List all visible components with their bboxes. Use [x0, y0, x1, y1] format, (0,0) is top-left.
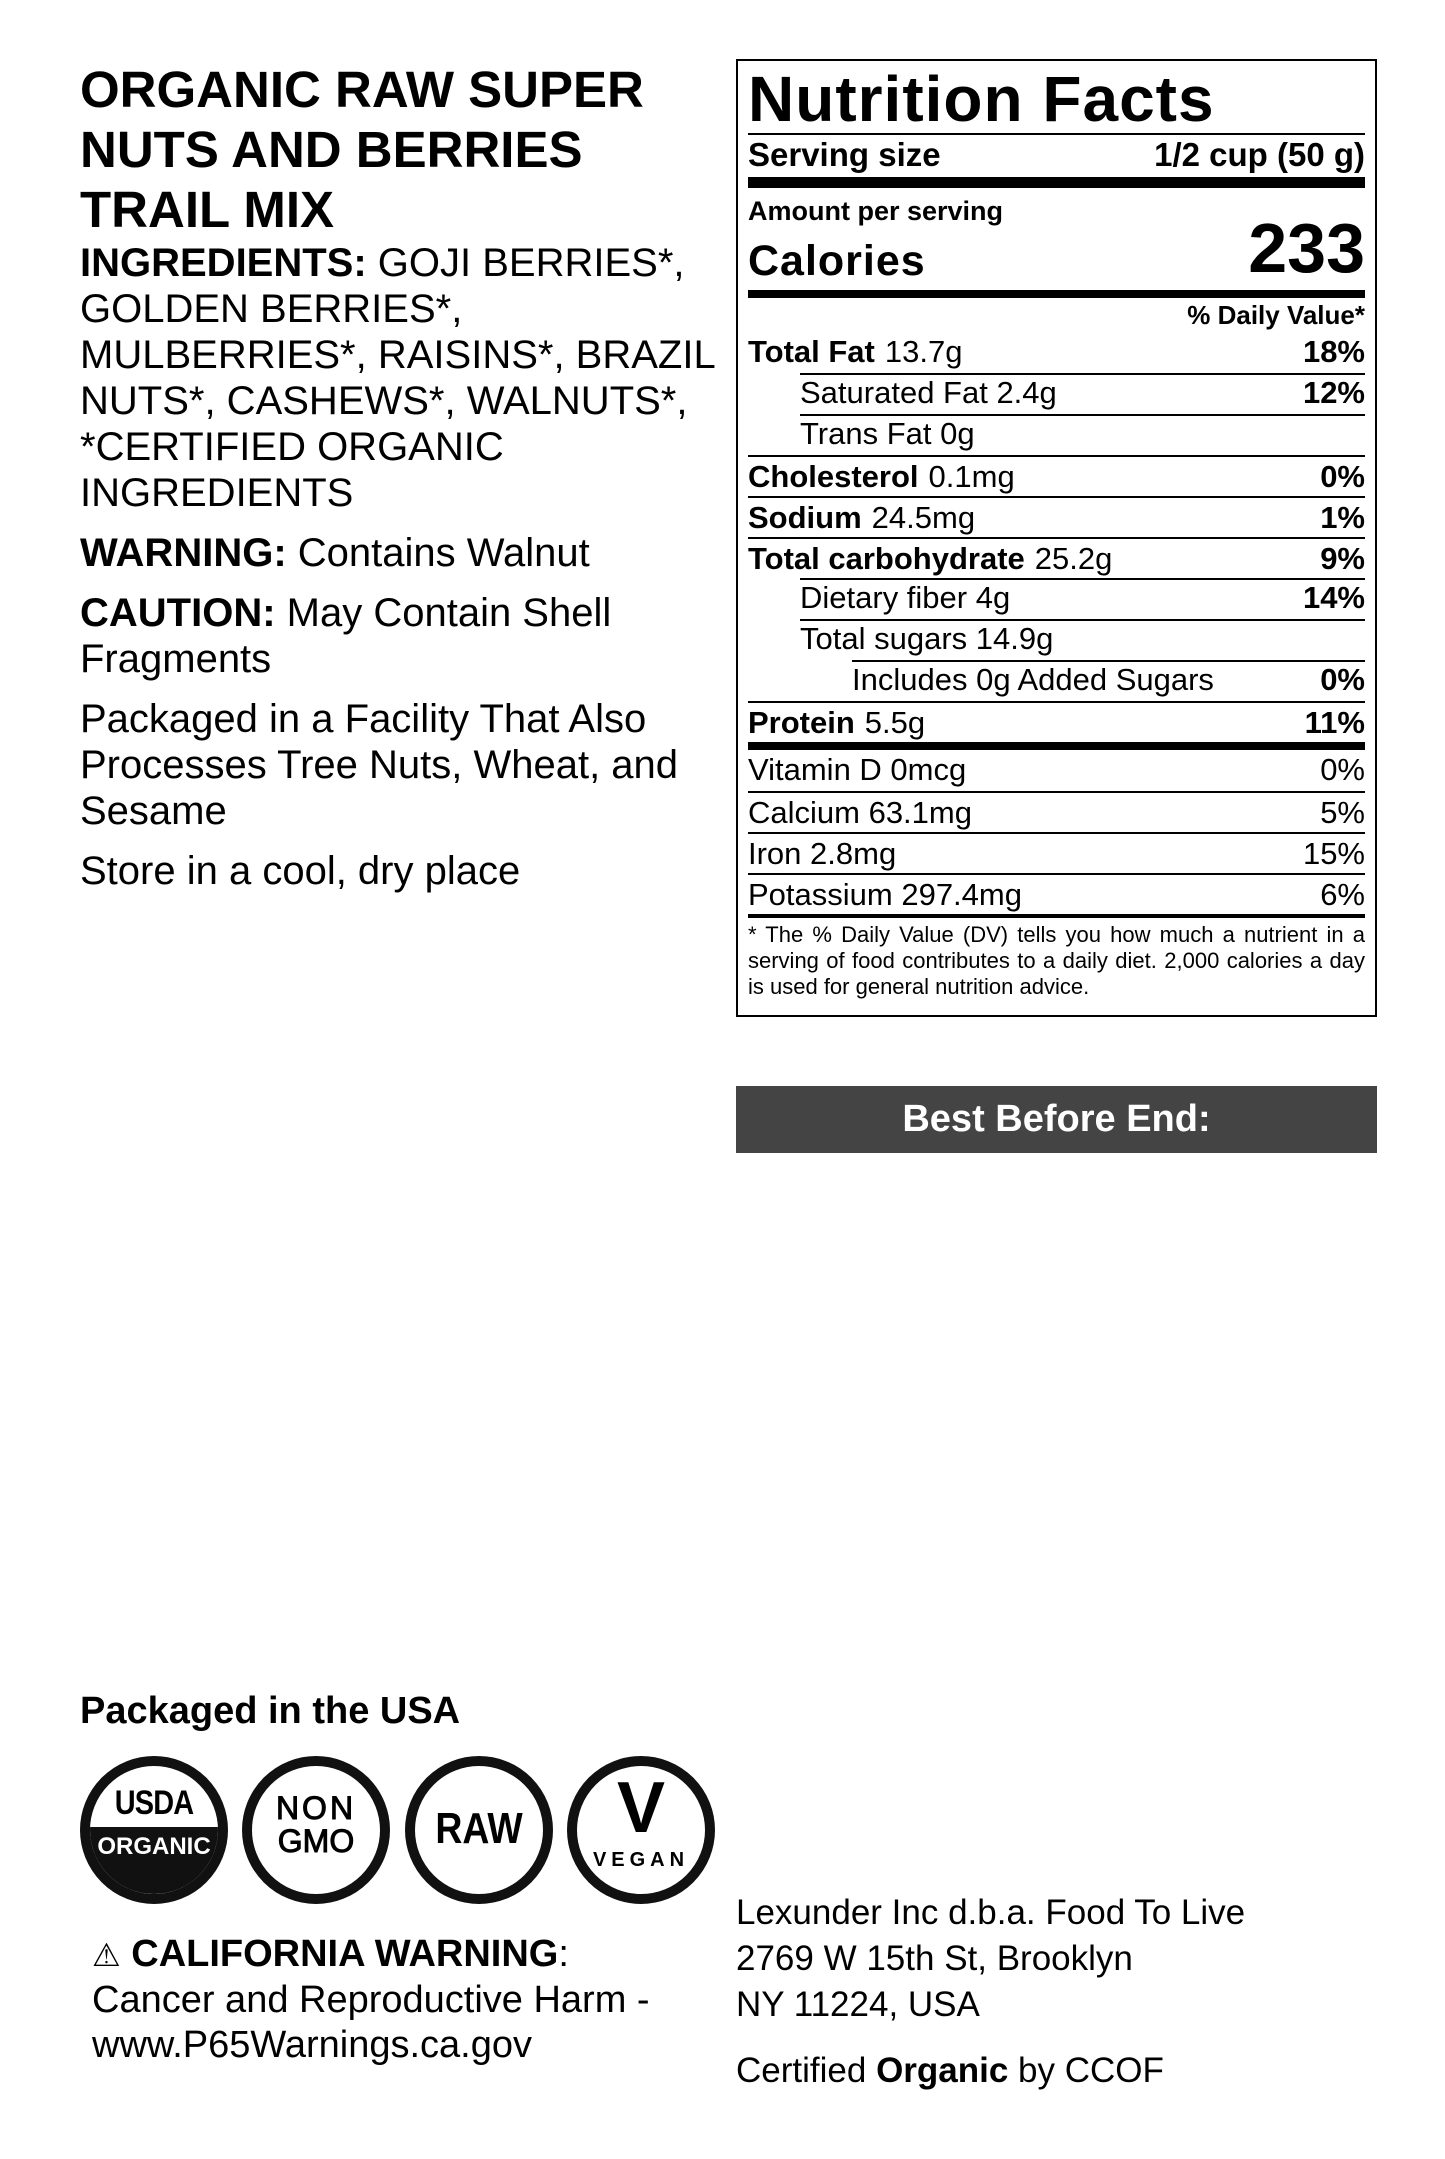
nutrient-label: Sodium — [748, 500, 862, 535]
vitamin-dv: 6% — [1320, 877, 1365, 912]
divider — [748, 742, 1365, 750]
nutrient-row — [748, 660, 1365, 701]
ingredients-label: INGREDIENTS: — [80, 241, 367, 285]
vitamin-dv: 0% — [1320, 752, 1365, 787]
nutrient-label: Total carbohydrate — [748, 541, 1025, 576]
nutrient-row — [748, 373, 1365, 414]
vitamin-dv: 15% — [1302, 836, 1365, 871]
calories-value: 233 — [1248, 209, 1365, 287]
vegan-v-icon: V — [616, 1768, 666, 1848]
daily-value-percent: 11% — [1304, 705, 1365, 740]
divider — [748, 914, 1365, 918]
vitamin-name: Potassium 297.4mg — [748, 877, 1022, 912]
nutrient-name — [748, 539, 1112, 578]
address-line: 2769 W 15th St, Brooklyn — [736, 1939, 1133, 1978]
nutrient-amount: 24.5mg — [871, 500, 976, 535]
nutrient-row — [748, 496, 1365, 537]
address-line: NY 11224, USA — [736, 1985, 980, 2024]
nutrient-label: Saturated Fat 2.4g — [800, 375, 1057, 410]
cert-pre: Certified — [736, 2051, 877, 2090]
vitamin-dv: 5% — [1320, 795, 1365, 830]
nutrient-row — [748, 701, 1365, 742]
nutrient-label: Cholesterol — [748, 459, 919, 494]
company-address — [736, 1890, 1245, 2094]
nutrient-amount: 0.1mg — [928, 459, 1015, 494]
caution — [80, 590, 720, 682]
usda-organic-logo — [80, 1756, 228, 1904]
p65-link[interactable]: www.P65Warnings.ca.gov — [92, 2024, 533, 2066]
caution-text: May Contain Shell Fragments — [80, 591, 612, 681]
product-info — [80, 60, 720, 894]
nutrient-label: Total sugars 14.9g — [800, 621, 1054, 656]
raw-text: RAW — [435, 1804, 523, 1853]
daily-value-percent: 0% — [1320, 662, 1365, 697]
daily-value-percent: 14% — [1302, 580, 1365, 615]
serving-size — [748, 135, 1365, 175]
vegan-text: VEGAN — [592, 1849, 690, 1871]
nutrient-row — [748, 332, 1365, 373]
non-gmo-logo — [242, 1756, 390, 1904]
daily-value-percent: 12% — [1302, 375, 1365, 410]
california-warning-label: CALIFORNIA WARNING — [131, 1933, 559, 1975]
nutrient-name — [748, 332, 962, 373]
daily-value-percent: 9% — [1320, 541, 1365, 576]
nutrient-name — [852, 660, 1214, 701]
nutrient-name — [800, 373, 1057, 414]
calories — [748, 188, 1365, 286]
colon: : — [558, 1933, 569, 1975]
nutrient-label: Total Fat — [748, 334, 875, 369]
caution-label: CAUTION: — [80, 591, 276, 635]
vitamin-name: Vitamin D 0mcg — [748, 752, 967, 787]
vitamin-name: Calcium 63.1mg — [748, 795, 972, 830]
gmo-text: GMO — [277, 1823, 355, 1859]
serving-value: 1/2 cup (50 g) — [1154, 136, 1365, 173]
nutrient-row — [748, 455, 1365, 496]
vitamin-row — [748, 750, 1365, 791]
warning-triangle-icon: ⚠ — [92, 1937, 121, 1973]
california-warning — [92, 1932, 650, 2068]
warning-text: Contains Walnut — [286, 531, 590, 575]
nutrient-row — [748, 619, 1365, 660]
nutrient-amount: 13.7g — [884, 334, 963, 369]
nutrient-row — [748, 578, 1365, 619]
daily-value-percent: 0% — [1320, 459, 1365, 494]
nutrition-title: Nutrition Facts — [748, 63, 1215, 135]
nutrient-label: Includes 0g Added Sugars — [852, 662, 1214, 697]
nutrient-row — [748, 414, 1365, 455]
calories-label: Calories — [748, 237, 926, 285]
nutrient-label: Trans Fat 0g — [800, 416, 975, 451]
nutrient-label: Dietary fiber 4g — [800, 580, 1011, 615]
packaged-in-usa: Packaged in the USA — [80, 1690, 461, 1732]
serving-label: Serving size — [748, 136, 941, 173]
california-warning-text: Cancer and Reproductive Harm - — [92, 1979, 650, 2021]
nutrient-name — [800, 578, 1010, 619]
vitamin-row — [748, 832, 1365, 873]
certification — [736, 2048, 1245, 2094]
nutrient-name — [748, 498, 975, 537]
storage-note: Store in a cool, dry place — [80, 849, 521, 893]
divider — [748, 177, 1365, 188]
usda-text: USDA — [114, 1784, 194, 1822]
vitamin-name: Iron 2.8mg — [748, 836, 897, 871]
amount-per-serving: Amount per serving — [748, 196, 1004, 226]
daily-value-header: % Daily Value* — [1187, 300, 1365, 330]
vegan-logo — [567, 1756, 715, 1904]
non-text: NON — [275, 1790, 357, 1826]
vitamin-row — [748, 791, 1365, 832]
nutrient-name — [800, 619, 1053, 660]
nutrient-name — [748, 457, 1015, 496]
ingredients — [80, 240, 720, 516]
nutrient-amount: 5.5g — [864, 705, 926, 740]
best-before-banner: Best Before End: — [736, 1086, 1377, 1153]
daily-value-percent: 1% — [1320, 500, 1365, 535]
warning-label: WARNING: — [80, 531, 287, 575]
organic-text: ORGANIC — [90, 1827, 218, 1897]
facility-note: Packaged in a Facility That Also Processes Tree Nuts, Wheat, and Sesame — [80, 697, 679, 833]
cert-post: by CCOF — [1008, 2051, 1164, 2090]
cert-organic: Organic — [876, 2051, 1009, 2090]
nutrient-name — [748, 703, 925, 742]
raw-logo — [405, 1756, 553, 1904]
daily-value-percent: 18% — [1302, 334, 1365, 369]
address-line: Lexunder Inc d.b.a. Food To Live — [736, 1893, 1246, 1932]
vitamin-row — [748, 873, 1365, 914]
ingredients-text: GOJI BERRIES*, GOLDEN BERRIES*, MULBERRIES*, RAISINS*, BRAZIL NUTS*, CASHEWS*, WALNUTS*, *CERTIFIED ORGANIC INGREDIENTS — [80, 241, 716, 515]
warning — [80, 530, 720, 576]
nutrient-name — [800, 414, 975, 455]
divider — [748, 290, 1365, 298]
product-title: ORGANIC RAW SUPER NUTS AND BERRIES TRAIL MIX — [80, 61, 644, 238]
nutrient-amount: 25.2g — [1034, 541, 1113, 576]
nutrient-label: Protein — [748, 705, 855, 740]
footnote: * The % Daily Value (DV) tells you how much a nutrient in a serving of food contributes to a daily diet. 2,000 calories a day is used for general nutrition advice. — [748, 922, 1365, 999]
nutrient-row — [748, 537, 1365, 578]
nutrition-facts-panel — [736, 59, 1377, 1017]
